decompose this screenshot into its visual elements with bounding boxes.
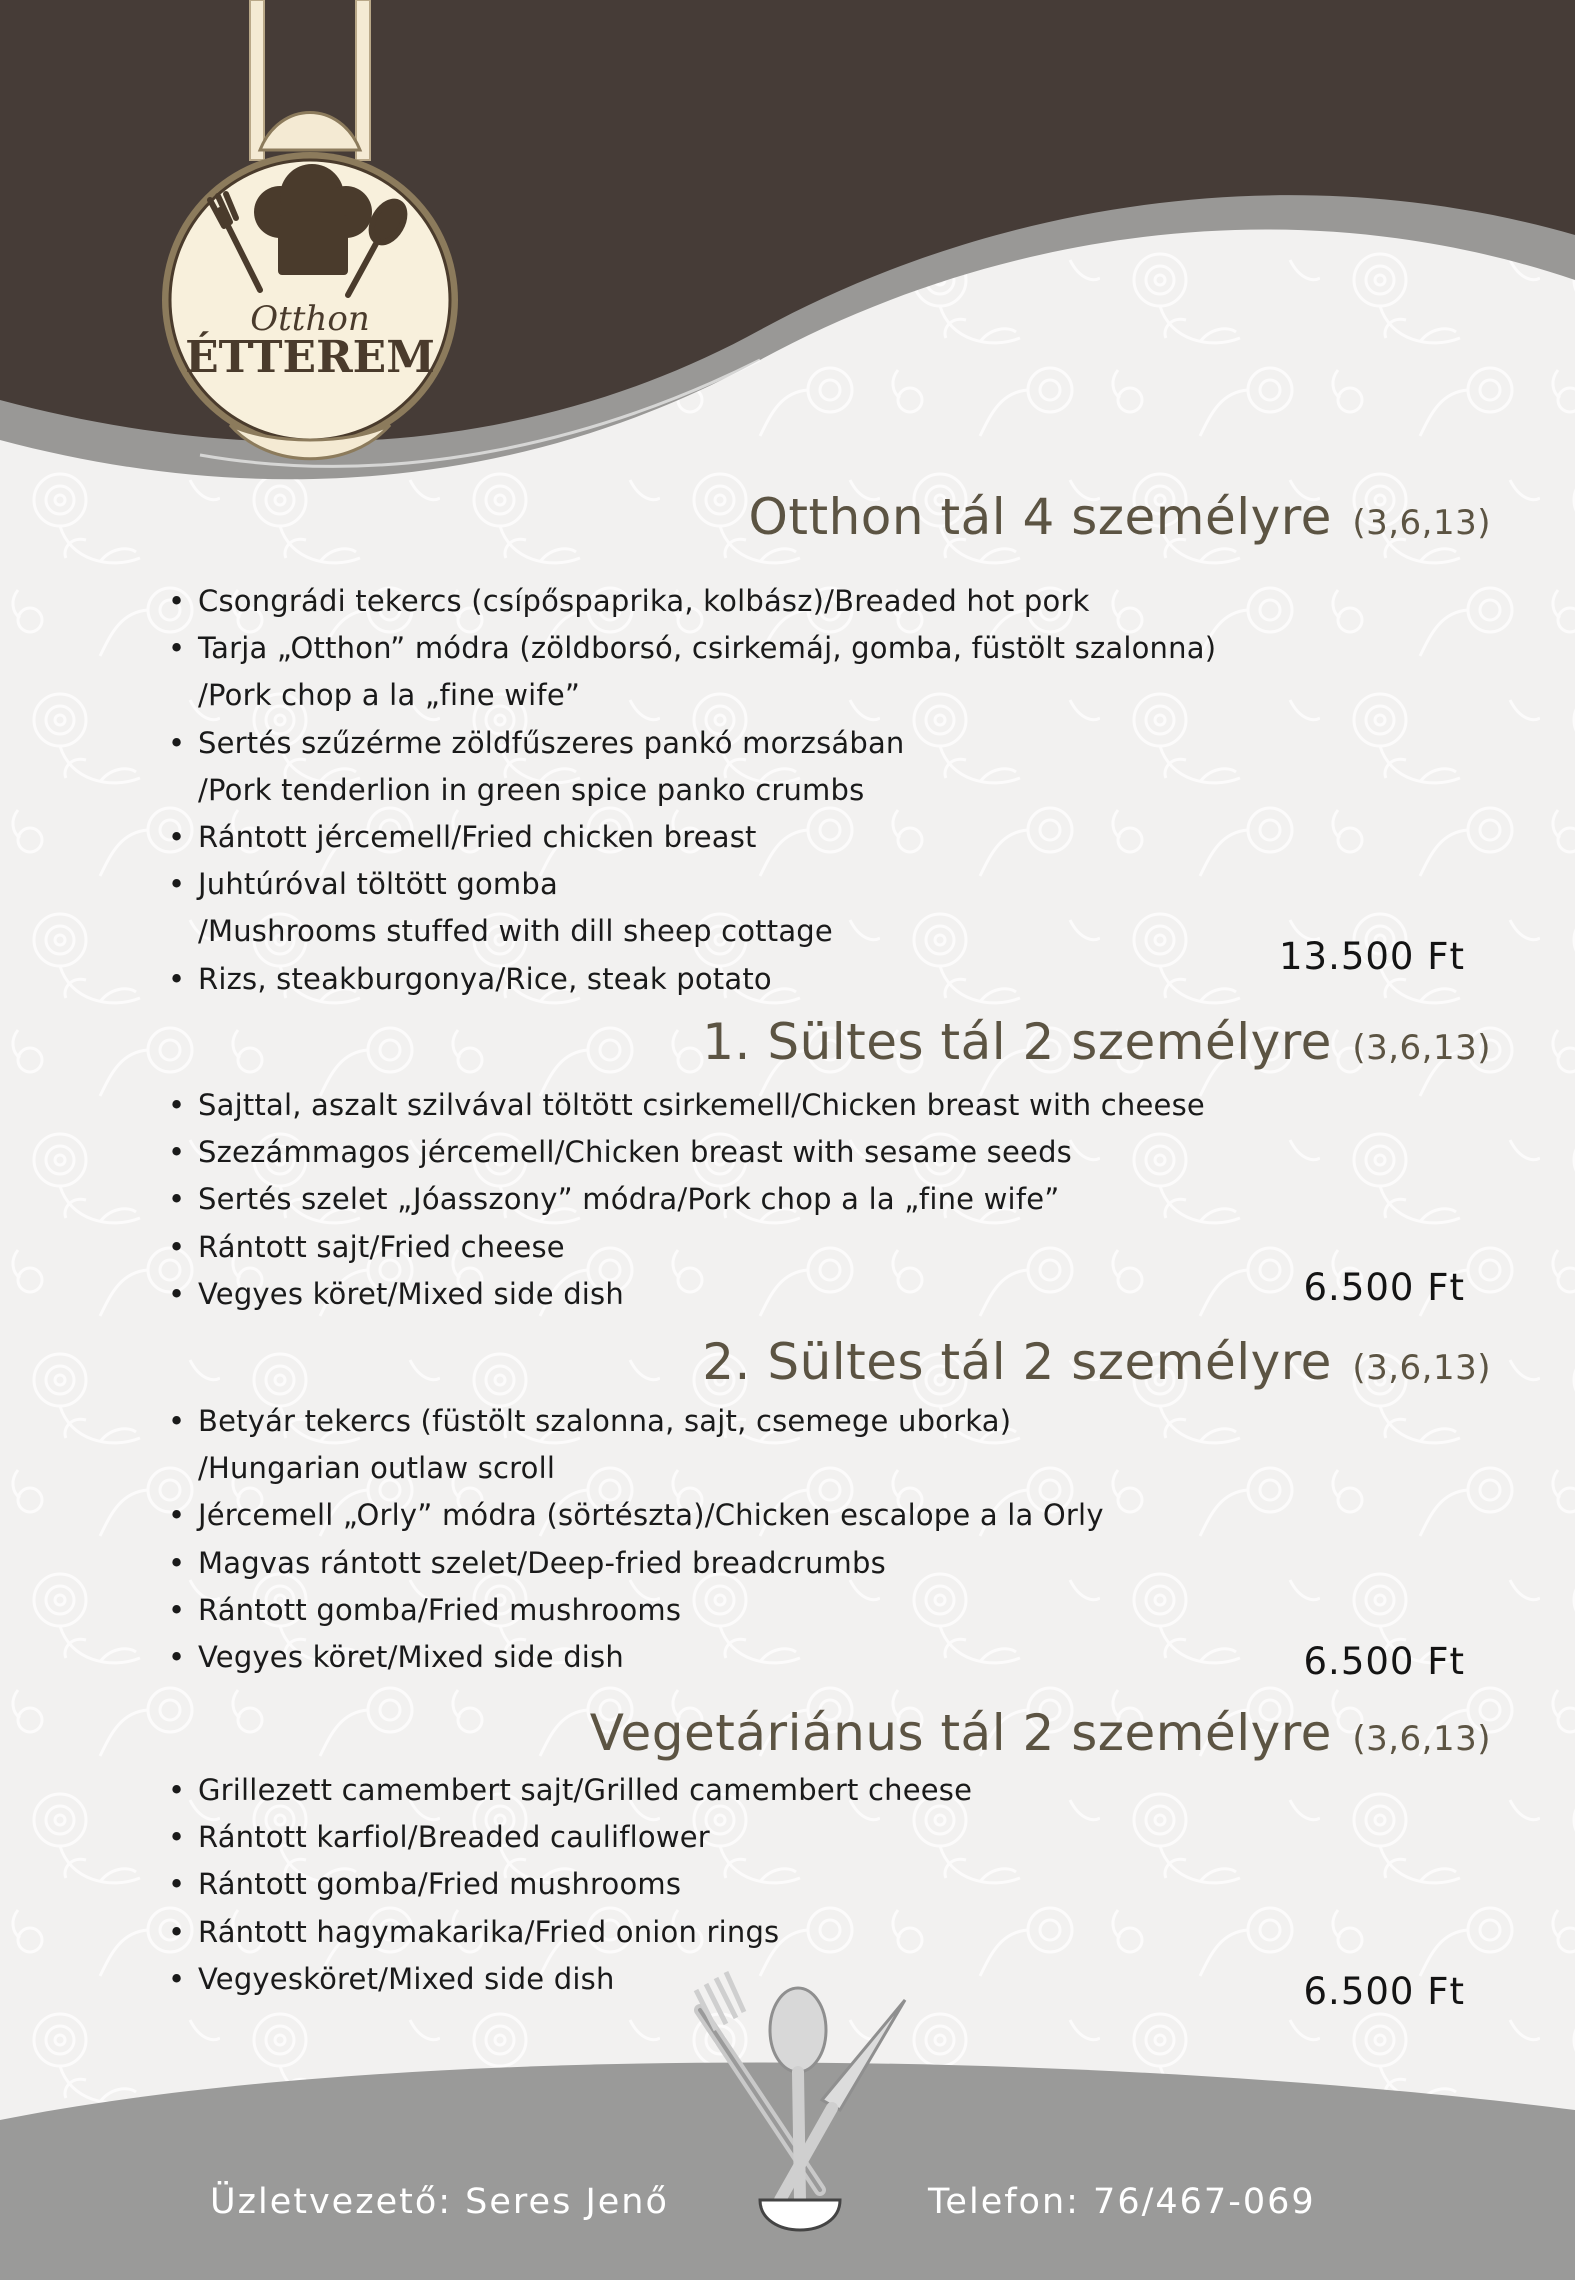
item-list-vegetarian (198, 1767, 972, 2003)
price-sultes-2: 6.500 Ft (1303, 1640, 1465, 1683)
restaurant-logo (160, 0, 460, 470)
list-item-continuation: /Pork tenderlion in green spice panko crumbs (198, 772, 865, 807)
list-item: • Szezámmagos jércemell/Chicken breast with sesame seeds (198, 1129, 1205, 1176)
footer-phone: Telefon: 76/467-069 (928, 2182, 1316, 2222)
allergen-codes: (3,6,13) (1352, 1028, 1491, 1068)
list-item-continuation: /Hungarian outlaw scroll (198, 1451, 556, 1486)
section-title-text: 2. Sültes tál 2 személyre (702, 1333, 1332, 1391)
list-item: • Vegyes köret/Mixed side dish (198, 1271, 1205, 1318)
item-list-sultes-1 (198, 1082, 1205, 1318)
section-title-otthon (749, 488, 1491, 546)
price-otthon: 13.500 Ft (1278, 935, 1465, 978)
list-item: • Vegyesköret/Mixed side dish (198, 1956, 972, 2003)
list-item: • Sajttal, aszalt szilvával töltött csirkemell/Chicken breast with cheese (198, 1082, 1205, 1129)
list-item: • Rántott gomba/Fried mushrooms (198, 1861, 972, 1908)
section-title-vegetarian (590, 1704, 1491, 1762)
list-item: • Grillezett camembert sajt/Grilled camembert cheese (198, 1767, 972, 1814)
item-list-otthon (198, 578, 1216, 1003)
list-item: • Sertés szűzérme zöldfűszeres pankó morzsában (198, 720, 1216, 767)
list-item: • Jércemell „Orly” módra (sörtészta)/Chicken escalope a la Orly (198, 1492, 1104, 1539)
list-item: • Vegyes köret/Mixed side dish (198, 1634, 1104, 1681)
allergen-codes: (3,6,13) (1352, 503, 1491, 543)
footer-manager: Üzletvezető: Seres Jenő (210, 2182, 669, 2222)
list-item: • Rántott sajt/Fried cheese (198, 1224, 1205, 1271)
list-item: • Rizs, steakburgonya/Rice, steak potato (198, 956, 1216, 1003)
logo-script: Otthon (250, 299, 370, 339)
allergen-codes: (3,6,13) (1352, 1719, 1491, 1759)
list-item: • Csongrádi tekercs (csípőspaprika, kolbász)/Breaded hot pork (198, 578, 1216, 625)
allergen-codes: (3,6,13) (1352, 1348, 1491, 1388)
list-item: • Tarja „Otthon” módra (zöldborsó, csirkemáj, gomba, füstölt szalonna) (198, 625, 1216, 672)
section-title-text: 1. Sültes tál 2 személyre (702, 1013, 1332, 1071)
list-item: • Juhtúróval töltött gomba (198, 861, 1216, 908)
list-item-continuation: /Pork chop a la „fine wife” (198, 678, 581, 713)
list-item: • Magvas rántott szelet/Deep-fried breadcrumbs (198, 1540, 1104, 1587)
item-list-sultes-2 (198, 1398, 1104, 1681)
price-sultes-1: 6.500 Ft (1303, 1266, 1465, 1309)
list-item: • Rántott gomba/Fried mushrooms (198, 1587, 1104, 1634)
list-item: • Rántott karfiol/Breaded cauliflower (198, 1814, 972, 1861)
section-title-sultes-2 (702, 1333, 1491, 1391)
section-title-text: Vegetáriánus tál 2 személyre (589, 1704, 1332, 1762)
section-title-text: Otthon tál 4 személyre (748, 488, 1332, 546)
list-item: • Betyár tekercs (füstölt szalonna, sajt, csemege uborka) (198, 1398, 1104, 1445)
footer-band (0, 2063, 1575, 2280)
list-item: • Rántott jércemell/Fried chicken breast (198, 814, 1216, 861)
logo-name: ÉTTEREM (185, 332, 435, 383)
section-title-sultes-1 (702, 1013, 1491, 1071)
list-item: • Sertés szelet „Jóasszony” módra/Pork chop a la „fine wife” (198, 1176, 1205, 1223)
list-item-continuation: /Mushrooms stuffed with dill sheep cottage (198, 914, 833, 949)
price-vegetarian: 6.500 Ft (1303, 1970, 1465, 2013)
list-item: • Rántott hagymakarika/Fried onion rings (198, 1909, 972, 1956)
